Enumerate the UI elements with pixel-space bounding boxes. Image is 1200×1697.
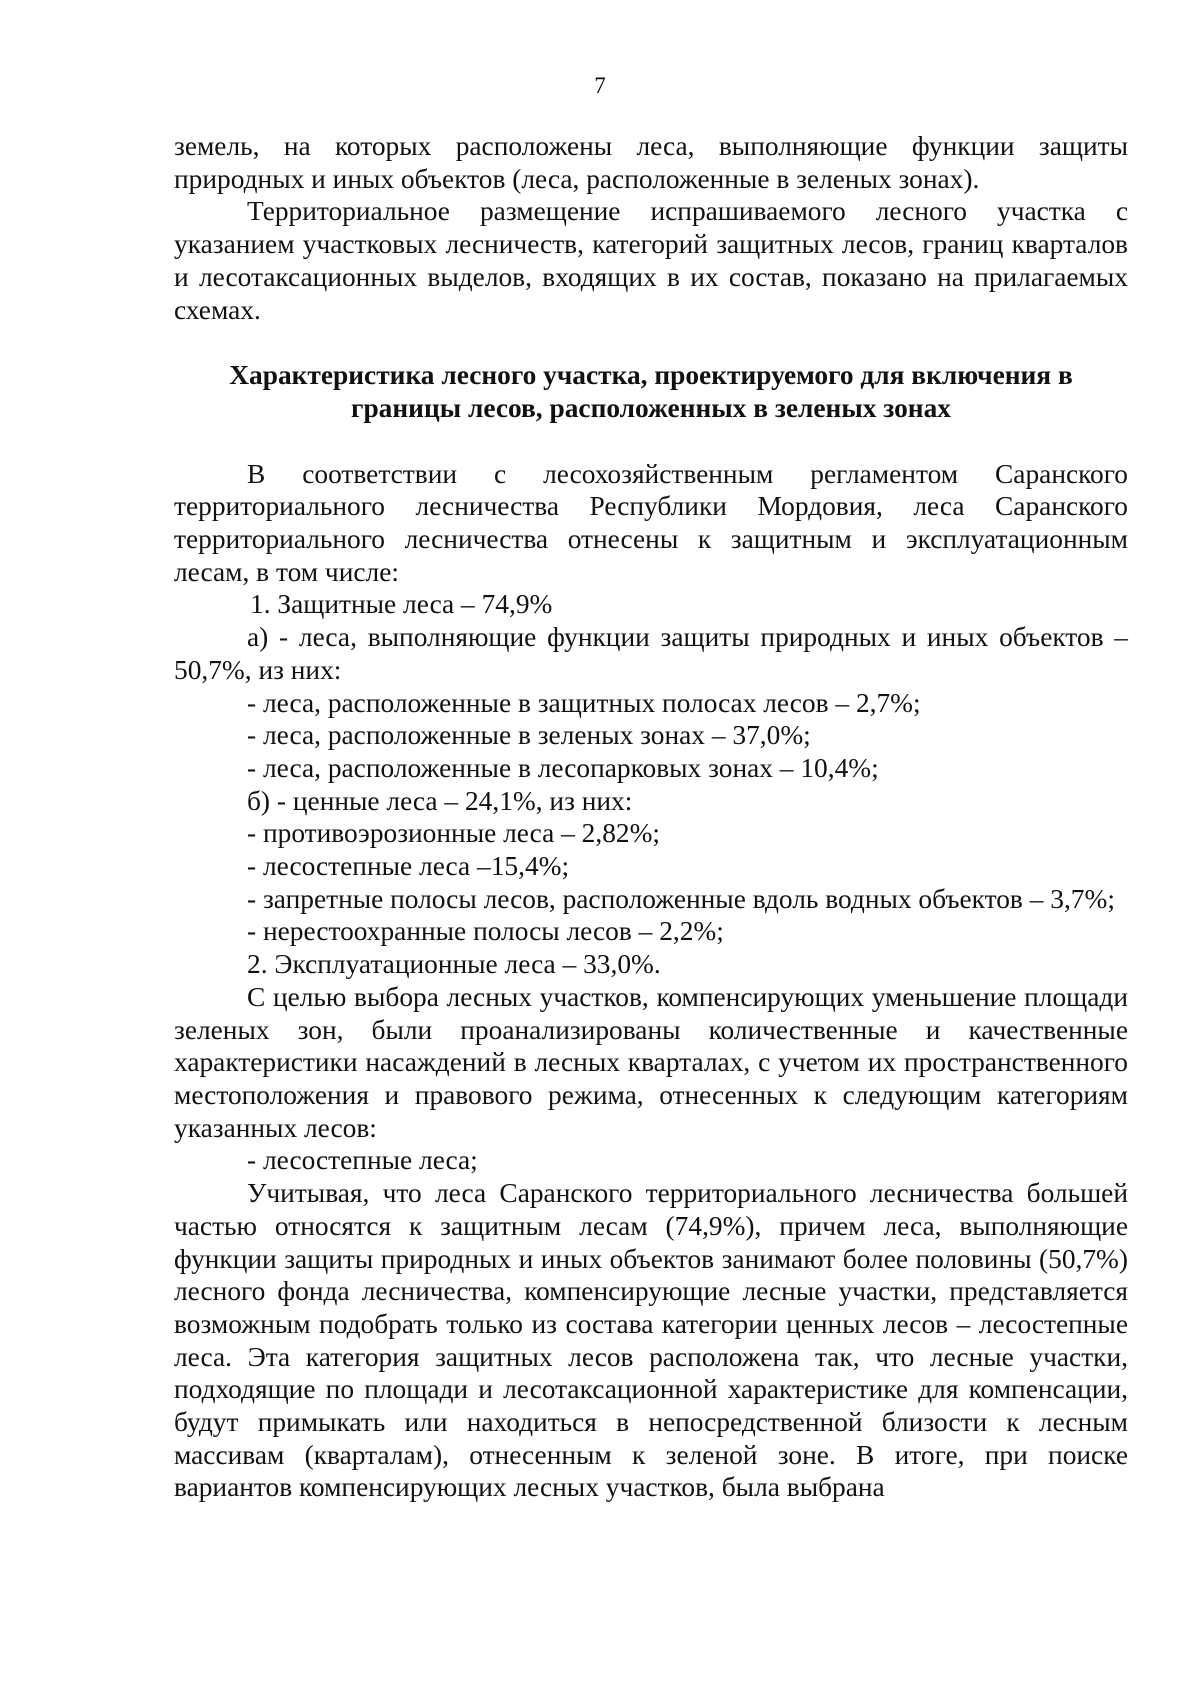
page-number: 7: [594, 73, 606, 98]
list-item: - леса, расположенные в защитных полосах лесов – 2,7%;: [247, 687, 921, 718]
list-item: - лесостепные леса –15,4%;: [247, 851, 570, 882]
list-item: 2. Эксплуатационные леса – 33,0%.: [247, 949, 661, 980]
list-item: 1. Защитные леса – 74,9%: [250, 589, 553, 620]
list-item: - леса, расположенные в зеленых зонах – 37,0%;: [247, 720, 811, 751]
paragraph-intro: В соответствии с лесохозяйственным регламентом Саранского территориального лесничества Республики Мордовия, леса Саранского территориального лесничества отнесены к защитным и эксплуатационным лесам, в том числе:: [174, 458, 1128, 587]
paragraph-territorial-placement: Территориальное размещение испрашиваемого лесного участка с указанием участковых лесничеств, категорий защитных лесов, границ кварталов и лесотаксационных выделов, входящих в их состав, показано на прилагаемых схемах.: [174, 196, 1128, 325]
list-item: б) - ценные леса – 24,1%, из них:: [247, 785, 633, 816]
list-item: - запретные полосы лесов, расположенные вдоль водных объектов – 3,7%;: [247, 883, 1115, 914]
paragraph-conclusion: Учитывая, что леса Саранского территориального лесничества большей частью относятся к защитным лесам (74,9%), причем леса, выполняющие функции защиты природных и иных объектов занимают более половины (50,7%) лесного фонда лесничества, компенсирующие лесные участки, представляется возможным подобрать только из состава категории ценных лесов – лесостепные леса. Эта категория защитных лесов расположена так, что лесные участки, подходящие по площади и лесотаксационной характеристике для компенсации, будут примыкать или находиться в непосредственной близости к лесным массивам (кварталам), отнесенным к зеленой зоне. В итоге, при поиске вариантов компенсирующих лесных участков, была выбрана: [174, 1178, 1128, 1503]
list-item: - леса, расположенные в лесопарковых зонах – 10,4%;: [247, 752, 879, 783]
section-heading: Характеристика лесного участка, проектируемого для включения в границы лесов, расположенных в зеленых зонах: [229, 360, 1073, 423]
list-item: - нерестоохранные полосы лесов – 2,2%;: [247, 916, 724, 947]
list-item: - противоэрозионные леса – 2,82%;: [247, 818, 661, 849]
paragraph-purpose: С целью выбора лесных участков, компенсирующих уменьшение площади зеленых зон, были проанализированы количественные и качественные характеристики насаждений в лесных кварталах, с учетом их пространственного местоположения и правового режима, отнесенных к следующим категориям указанных лесов:: [174, 981, 1128, 1143]
list-item: - лесостепные леса;: [247, 1145, 478, 1176]
list-item: а) - леса, выполняющие функции защиты природных и иных объектов – 50,7%, из них:: [174, 622, 1128, 685]
paragraph-continuation: земель, на которых расположены леса, выполняющие функции защиты природных и иных объектов (леса, расположенные в зеленых зонах).: [174, 131, 1128, 194]
document-body: [174, 130, 1128, 1504]
